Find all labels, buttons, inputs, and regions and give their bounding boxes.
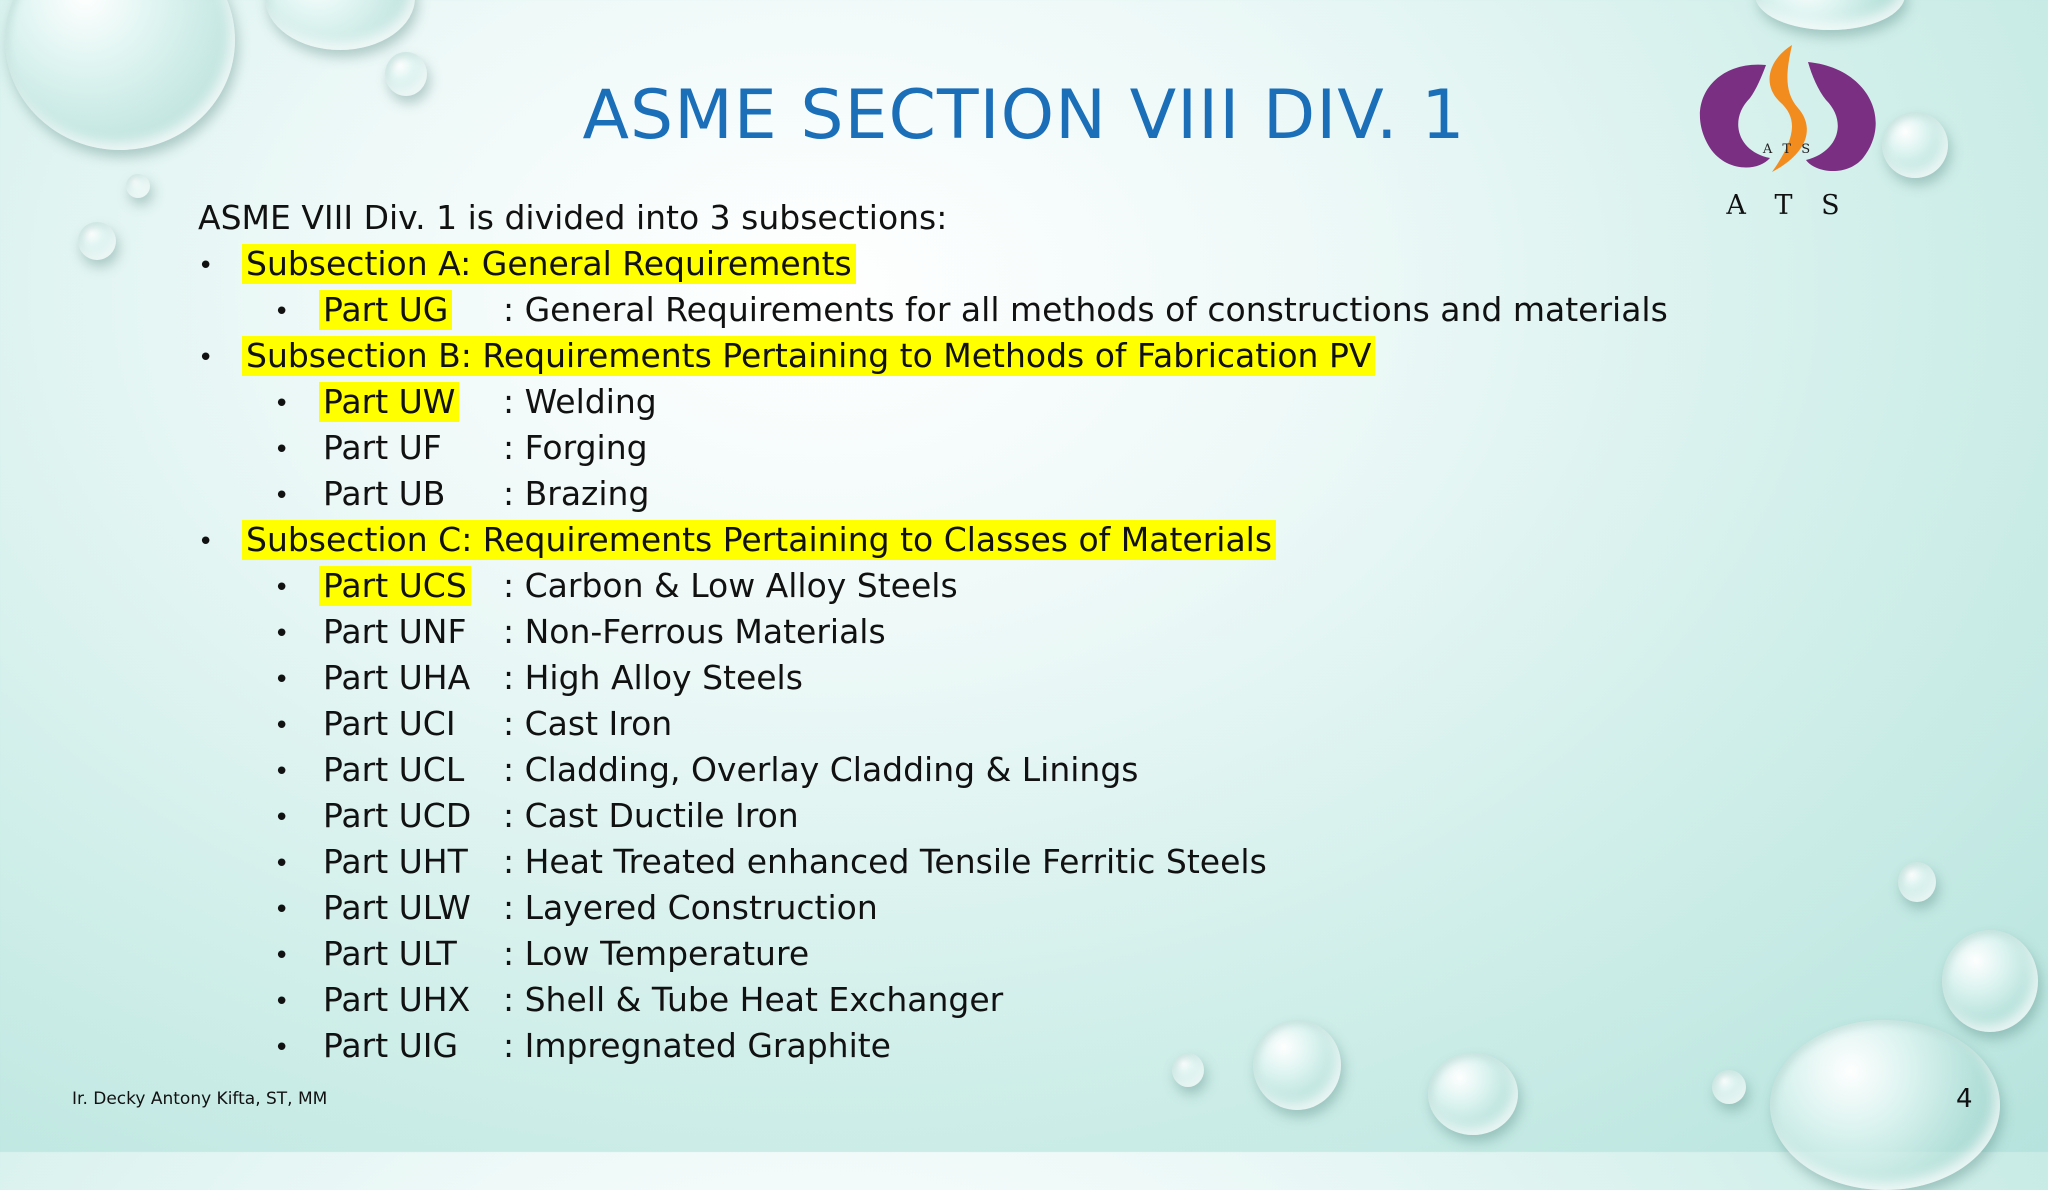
subsection-label: Subsection A: General Requirements <box>242 244 856 284</box>
part-description: : Cast Iron <box>503 704 673 743</box>
bullet-icon: • <box>274 481 290 511</box>
part-description: : Layered Construction <box>503 888 878 927</box>
part-name: Part UHT <box>323 842 468 881</box>
slide-intro: ASME VIII Div. 1 is divided into 3 subsections: <box>198 198 948 237</box>
bullet-icon: • <box>274 619 290 649</box>
water-drop <box>1942 930 2038 1032</box>
part-name: Part UCL <box>323 750 465 789</box>
water-drop <box>78 222 116 260</box>
bullet-icon: • <box>274 389 290 419</box>
part-name: Part UIG <box>323 1026 459 1065</box>
part-description: : High Alloy Steels <box>503 658 803 697</box>
part-description: : Shell & Tube Heat Exchanger <box>503 980 1004 1019</box>
part-name: Part UCS <box>319 566 471 606</box>
water-drop <box>1428 1053 1518 1135</box>
subsection-label: Subsection C: Requirements Pertaining to Classes of Materials <box>242 520 1276 560</box>
part-description: : Carbon & Low Alloy Steels <box>503 566 958 605</box>
page-number: 4 <box>1956 1084 1973 1114</box>
part-name: Part UW <box>319 382 459 422</box>
bullet-icon: • <box>274 895 290 925</box>
water-drop <box>1898 862 1936 902</box>
bullet-icon: • <box>274 803 290 833</box>
bullet-icon: • <box>274 941 290 971</box>
water-drop <box>1755 0 1905 30</box>
bullet-icon: • <box>274 849 290 879</box>
part-description: : Heat Treated enhanced Tensile Ferritic Steels <box>503 842 1267 881</box>
bullet-icon: • <box>274 297 290 327</box>
part-name: Part UNF <box>323 612 467 651</box>
part-name: Part UHA <box>323 658 471 697</box>
water-drop <box>265 0 415 50</box>
part-name: Part UG <box>319 290 452 330</box>
subsection-label: Subsection B: Requirements Pertaining to Methods of Fabrication PV <box>242 336 1375 376</box>
part-name: Part UHX <box>323 980 471 1019</box>
part-description: : Forging <box>503 428 648 467</box>
bullet-icon: • <box>274 757 290 787</box>
water-drop <box>126 174 150 198</box>
part-description: : Welding <box>503 382 657 421</box>
bullet-icon: • <box>274 665 290 695</box>
part-description: : Cast Ductile Iron <box>503 796 799 835</box>
footer-author: Ir. Decky Antony Kifta, ST, MM <box>72 1089 328 1109</box>
part-description: : Low Temperature <box>503 934 810 973</box>
part-description: : Impregnated Graphite <box>503 1026 891 1065</box>
bullet-icon: • <box>274 987 290 1017</box>
part-description: : Non-Ferrous Materials <box>503 612 886 651</box>
bullet-icon: • <box>274 711 290 741</box>
logo-text: A T S <box>1726 190 1850 221</box>
part-description: : Brazing <box>503 474 650 513</box>
part-description: : General Requirements for all methods of constructions and materials <box>503 290 1668 329</box>
part-name: Part UCD <box>323 796 472 835</box>
water-drop <box>1172 1053 1204 1087</box>
bullet-icon: • <box>274 1033 290 1063</box>
bullet-icon: • <box>274 573 290 603</box>
water-drop <box>1712 1070 1746 1104</box>
slide-title: ASME SECTION VIII DIV. 1 <box>582 76 1466 155</box>
bullet-icon: • <box>198 527 214 557</box>
part-name: Part UF <box>323 428 442 467</box>
part-description: : Cladding, Overlay Cladding & Linings <box>503 750 1139 789</box>
bullet-icon: • <box>274 435 290 465</box>
part-name: Part ULT <box>323 934 457 973</box>
bullet-icon: • <box>198 343 214 373</box>
bullet-icon: • <box>198 251 214 281</box>
logo-inner-text: A T S <box>1762 142 1814 157</box>
part-name: Part UCI <box>323 704 456 743</box>
part-name: Part ULW <box>323 888 471 927</box>
part-name: Part UB <box>323 474 446 513</box>
water-drop <box>1253 1020 1341 1110</box>
